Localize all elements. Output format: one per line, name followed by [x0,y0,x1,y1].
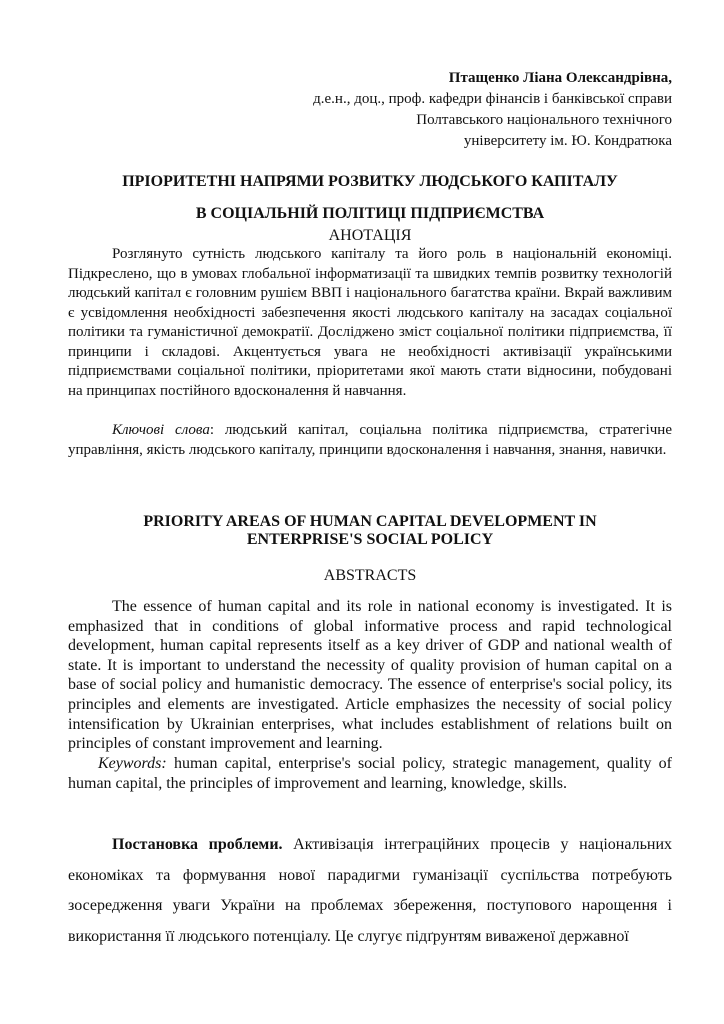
intro-label: Постановка проблеми. [112,836,283,853]
author-name: Птащенко Ліана Олександрівна, [448,70,672,86]
ukrainian-abstract-heading: АНОТАЦІЯ [328,227,412,244]
english-keywords-label: Keywords: [98,755,167,772]
author-block [68,68,672,152]
ukrainian-title-line1: ПРІОРИТЕТНІ НАПРЯМИ РОЗВИТКУ ЛЮДСЬКОГО КАПІТАЛУ [122,173,618,190]
ukrainian-abstract-text: Розглянуто сутність людського капіталу та його роль в національній економіці. Підкреслено, що в умовах глобальної інформатизації та швидких темпів розвитку технологій людський капітал є головним рушієм ВВП і національного багатства країни. Вкрай важливим є усвідомлення необхідності забезпечення якості людського капіталу на засадах соціальної політики та гуманістичної демократії. Досліджено зміст соціальної політики підприємства, її принципи і складові. Акцентується увага не необхідності активізації українськими підприємствами соціальної політики, пріоритетами якої мають стати відносини, побудовані на принципах постійного вдосконалення й навчання. [68,246,672,399]
english-keywords-text: human capital, enterprise's social policy, strategic management, quality of human capital, the principles of improvement and learning, knowledge, skills. [68,755,672,792]
english-abstract-text: The essence of human capital and its role in national economy is investigated. It is emphasized that in conditions of global informative process and rapid technological development, human capital represents itself as a key driver of GDP and national wealth of state. It is important to understand the necessity of quality provision of human capital on a base of social policy and humanistic democracy. The essence of enterprise's social policy, its principles and elements are investigated. Article emphasizes the necessity of social policy intensification by Ukrainian enterprises, what includes establishment of relations built on principles of constant improvement and learning. [68,598,672,753]
english-abstract-heading: ABSTRACTS [323,567,417,584]
english-title-line1: PRIORITY AREAS OF HUMAN CAPITAL DEVELOPMENT IN [143,513,597,530]
english-title-line2: ENTERPRISE'S SOCIAL POLICY [246,531,494,548]
intro-text: Активізація інтеграційних процесів у національних економіках та формування нової парадигми гуманізації суспільства потребують зосередження уваги України на проблемах збереження, поступового нарощення і використання її людського потенціалу. Це слугує підґрунтям виваженої державної [68,836,673,945]
author-institution-line2: університету ім. Ю. Кондратюка [463,133,672,149]
ukrainian-keywords [68,421,672,460]
author-institution-line1: Полтавського національного технічного [416,112,672,128]
intro-paragraph [68,830,672,952]
ukrainian-keywords-label: Ключові слова [112,422,210,438]
ukrainian-keywords-text: : людський капітал, соціальна політика підприємства, стратегічне управління, якість людського капіталу, принципи вдосконалення і навчання, знання, навички. [68,422,672,458]
ukrainian-title [68,166,672,230]
ukrainian-title-line2: В СОЦІАЛЬНІЙ ПОЛІТИЦІ ПІДПРИЄМСТВА [195,205,545,222]
english-title [68,513,672,549]
author-position: д.е.н., доц., проф. кафедри фінансів і банківської справи [313,91,672,107]
english-keywords [68,754,672,793]
